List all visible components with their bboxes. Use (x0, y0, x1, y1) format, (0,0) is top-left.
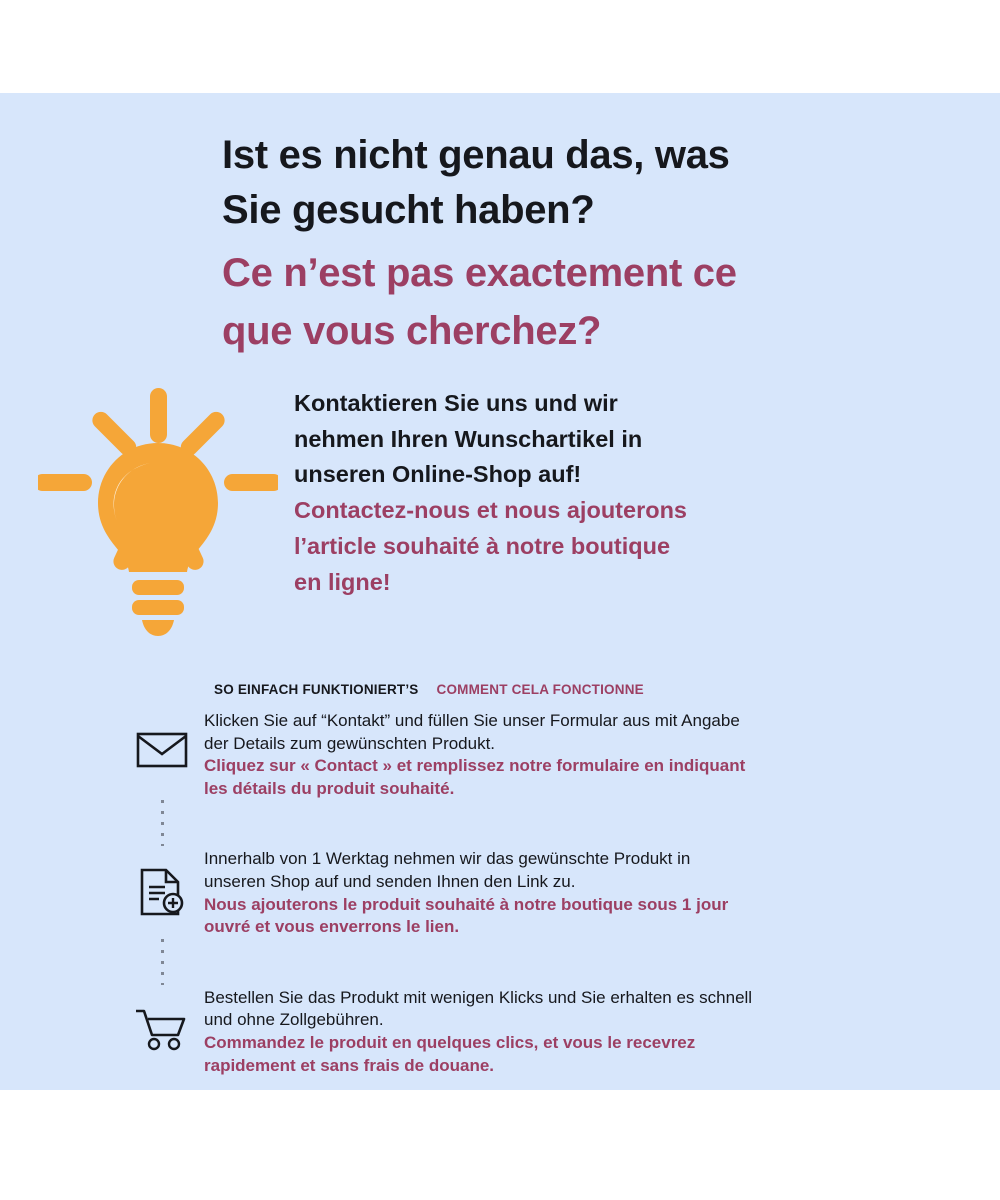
headline-fr (222, 244, 922, 360)
subtext-fr-line2: l’article souhaité à notre boutique (294, 532, 671, 559)
headline-fr-line2: que vous cherchez? (222, 309, 602, 354)
step-de (204, 710, 940, 755)
step-de-line1: Bestellen Sie das Produkt mit wenigen Klicks und Sie erhalten es schnell (204, 987, 753, 1007)
step-fr-line1: Commandez le produit en quelques clics, et vous le recevrez (204, 1033, 696, 1053)
subtext-de-line3: unseren Online-Shop auf! (294, 461, 582, 488)
document-add-icon (120, 846, 204, 916)
step-de-line1: Innerhalb von 1 Werktag nehmen wir das gewünschte Produkt in (204, 849, 691, 869)
promo-subtext (294, 386, 894, 600)
howto-heading-de: SO EINFACH FUNKTIONIERT’S (214, 682, 419, 697)
shopping-cart-icon (120, 985, 204, 1051)
step-item (120, 985, 940, 1077)
step-fr-line1: Nous ajouterons le produit souhaité à notre boutique sous 1 jour (204, 894, 729, 914)
step-de-line2: unseren Shop auf und senden Ihnen den Link zu. (204, 872, 576, 892)
step-fr-line2: les détails du produit souhaité. (204, 778, 455, 798)
step-de-line2: und ohne Zollgebühren. (204, 1010, 384, 1030)
step-text (204, 985, 940, 1077)
dotted-line (161, 939, 164, 985)
step-de-line2: der Details zum gewünschten Produkt. (204, 733, 496, 753)
howto-heading (214, 682, 644, 697)
subtext-de (294, 386, 894, 493)
headline-fr-line1: Ce n’est pas exactement ce (222, 251, 737, 296)
headline-de-line1: Ist es nicht genau das, was (222, 133, 730, 177)
subtext-de-line1: Kontaktieren Sie uns und wir (294, 390, 618, 416)
howto-steps (120, 708, 940, 1077)
step-de (204, 848, 940, 893)
subtext-fr-line1: Contactez-nous et nous ajouterons (294, 497, 687, 524)
step-de (204, 987, 940, 1032)
step-item (120, 846, 940, 938)
step-connector (120, 939, 940, 985)
step-fr-line1: Cliquez sur « Contact » et remplissez notre formulaire en indiquant (204, 756, 746, 776)
subtext-fr (294, 493, 894, 600)
envelope-icon (120, 708, 204, 770)
step-connector (120, 800, 940, 846)
step-text (204, 708, 940, 800)
step-fr (204, 755, 940, 800)
step-fr (204, 894, 940, 939)
subtext-fr-line3: en ligne! (294, 568, 391, 595)
step-fr-line2: ouvré et vous enverrons le lien. (204, 917, 460, 937)
subtext-de-line2: nehmen Ihren Wunschartikel in (294, 425, 643, 452)
step-fr-line2: rapidement et sans frais de douane. (204, 1055, 495, 1075)
dotted-line (161, 800, 164, 846)
step-item (120, 708, 940, 800)
howto-heading-fr: COMMENT CELA FONCTIONNE (436, 682, 644, 697)
step-text (204, 846, 940, 938)
lightbulb-icon (38, 388, 278, 638)
step-de-line1: Klicken Sie auf “Kontakt” und füllen Sie unser Formular aus mit Angabe (204, 711, 740, 730)
headline-de (222, 128, 922, 238)
page-title (222, 128, 922, 360)
step-fr (204, 1032, 940, 1077)
headline-de-line2: Sie gesucht haben? (222, 188, 595, 233)
